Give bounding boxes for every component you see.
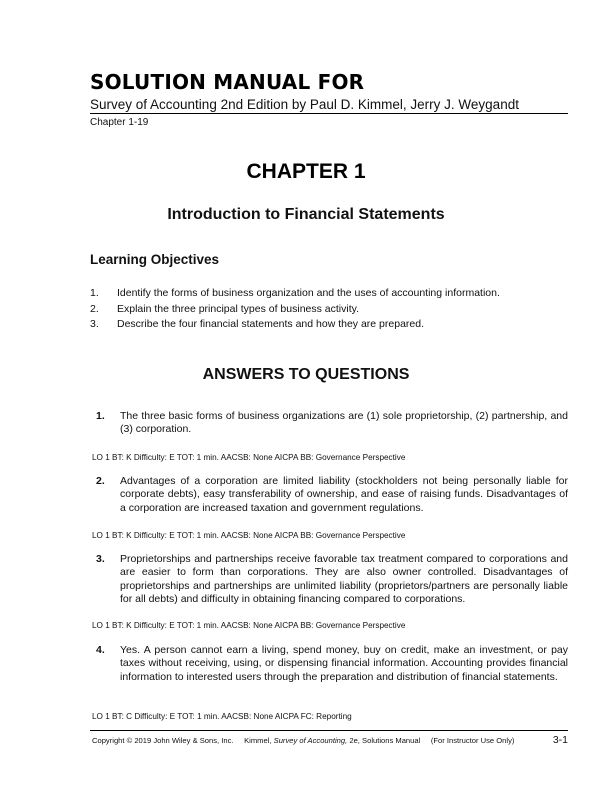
question-item xyxy=(96,553,568,606)
objective-text: Explain the three principal types of business activity. xyxy=(117,302,360,315)
footer-note: (For Instructor Use Only) xyxy=(430,736,515,745)
question-item xyxy=(96,410,568,437)
footer-text xyxy=(92,736,514,745)
footer-author: Kimmel, xyxy=(244,736,272,745)
objective-item xyxy=(90,317,570,333)
footer-edition: 2e, Solutions Manual xyxy=(349,736,421,745)
question-answer: The three basic forms of business organizations are (1) sole proprietorship, (2) partnership, and (3) corporation. xyxy=(120,410,568,436)
question-item xyxy=(96,475,568,515)
question-answer: Proprietorships and partnerships receive favorable tax treatment compared to corporations and are easier to form than corporations. They are also owner controlled. Disadvantages of proprietorships and partnerships are unlimited liability (proprietors/partners are personally liable for all debts) and difficulty in obtaining financing compared to corporations. xyxy=(120,553,568,605)
chapter-reference: Chapter 1-19 xyxy=(90,117,149,128)
question-answer: Yes. A person cannot earn a living, spend money, buy on credit, make an investment, or pay taxes without receiving, using, or dispensing financial information. Accounting provides financial information to interested users through the preparation and distribution of financial statements. xyxy=(120,644,568,683)
chapter-title: CHAPTER 1 xyxy=(246,160,366,183)
objective-number: 1. xyxy=(90,287,99,299)
objective-number: 3. xyxy=(90,318,99,330)
footer-copyright: Copyright © 2019 John Wiley & Sons, Inc. xyxy=(92,736,234,745)
question-metadata: LO 1 BT: K Difficulty: E TOT: 1 min. AACSB: None AICPA BB: Governance Perspective xyxy=(92,453,406,462)
answers-heading: ANSWERS TO QUESTIONS xyxy=(202,366,410,383)
question-answer: Advantages of a corporation are limited liability (stockholders not being personally liable for corporate debts), easy transferability of ownership, and ease of raising funds. Disadvantages of a corporation are increased taxation and government regulations. xyxy=(120,475,568,514)
learning-objectives-list xyxy=(90,286,570,333)
question-metadata: LO 1 BT: K Difficulty: E TOT: 1 min. AACSB: None AICPA BB: Governance Perspective xyxy=(92,531,406,540)
chapter-subtitle: Introduction to Financial Statements xyxy=(167,206,445,223)
question-metadata: LO 1 BT: C Difficulty: E TOT: 1 min. AACSB: None AICPA FC: Reporting xyxy=(92,712,352,721)
question-item xyxy=(96,644,568,684)
learning-objectives-heading: Learning Objectives xyxy=(90,252,220,267)
footer-divider xyxy=(90,730,568,731)
objective-item xyxy=(90,302,570,318)
question-number: 2. xyxy=(96,475,105,487)
question-number: 1. xyxy=(96,410,105,422)
objective-item xyxy=(90,286,570,302)
objective-text: Describe the four financial statements and how they are prepared. xyxy=(117,318,425,330)
banner-title: SOLUTION MANUAL FOR xyxy=(90,70,365,94)
footer-book-title: Survey of Accounting, xyxy=(273,736,348,745)
question-number: 3. xyxy=(96,553,105,565)
book-subtitle: Survey of Accounting 2nd Edition by Paul D. Kimmel, Jerry J. Weygandt xyxy=(90,97,568,114)
question-metadata: LO 1 BT: K Difficulty: E TOT: 1 min. AACSB: None AICPA BB: Governance Perspective xyxy=(92,621,406,630)
objective-number: 2. xyxy=(90,302,99,315)
objective-text: Identify the forms of business organization and the uses of accounting information. xyxy=(117,287,500,299)
page-number: 3-1 xyxy=(552,734,568,746)
question-number: 4. xyxy=(96,644,105,656)
